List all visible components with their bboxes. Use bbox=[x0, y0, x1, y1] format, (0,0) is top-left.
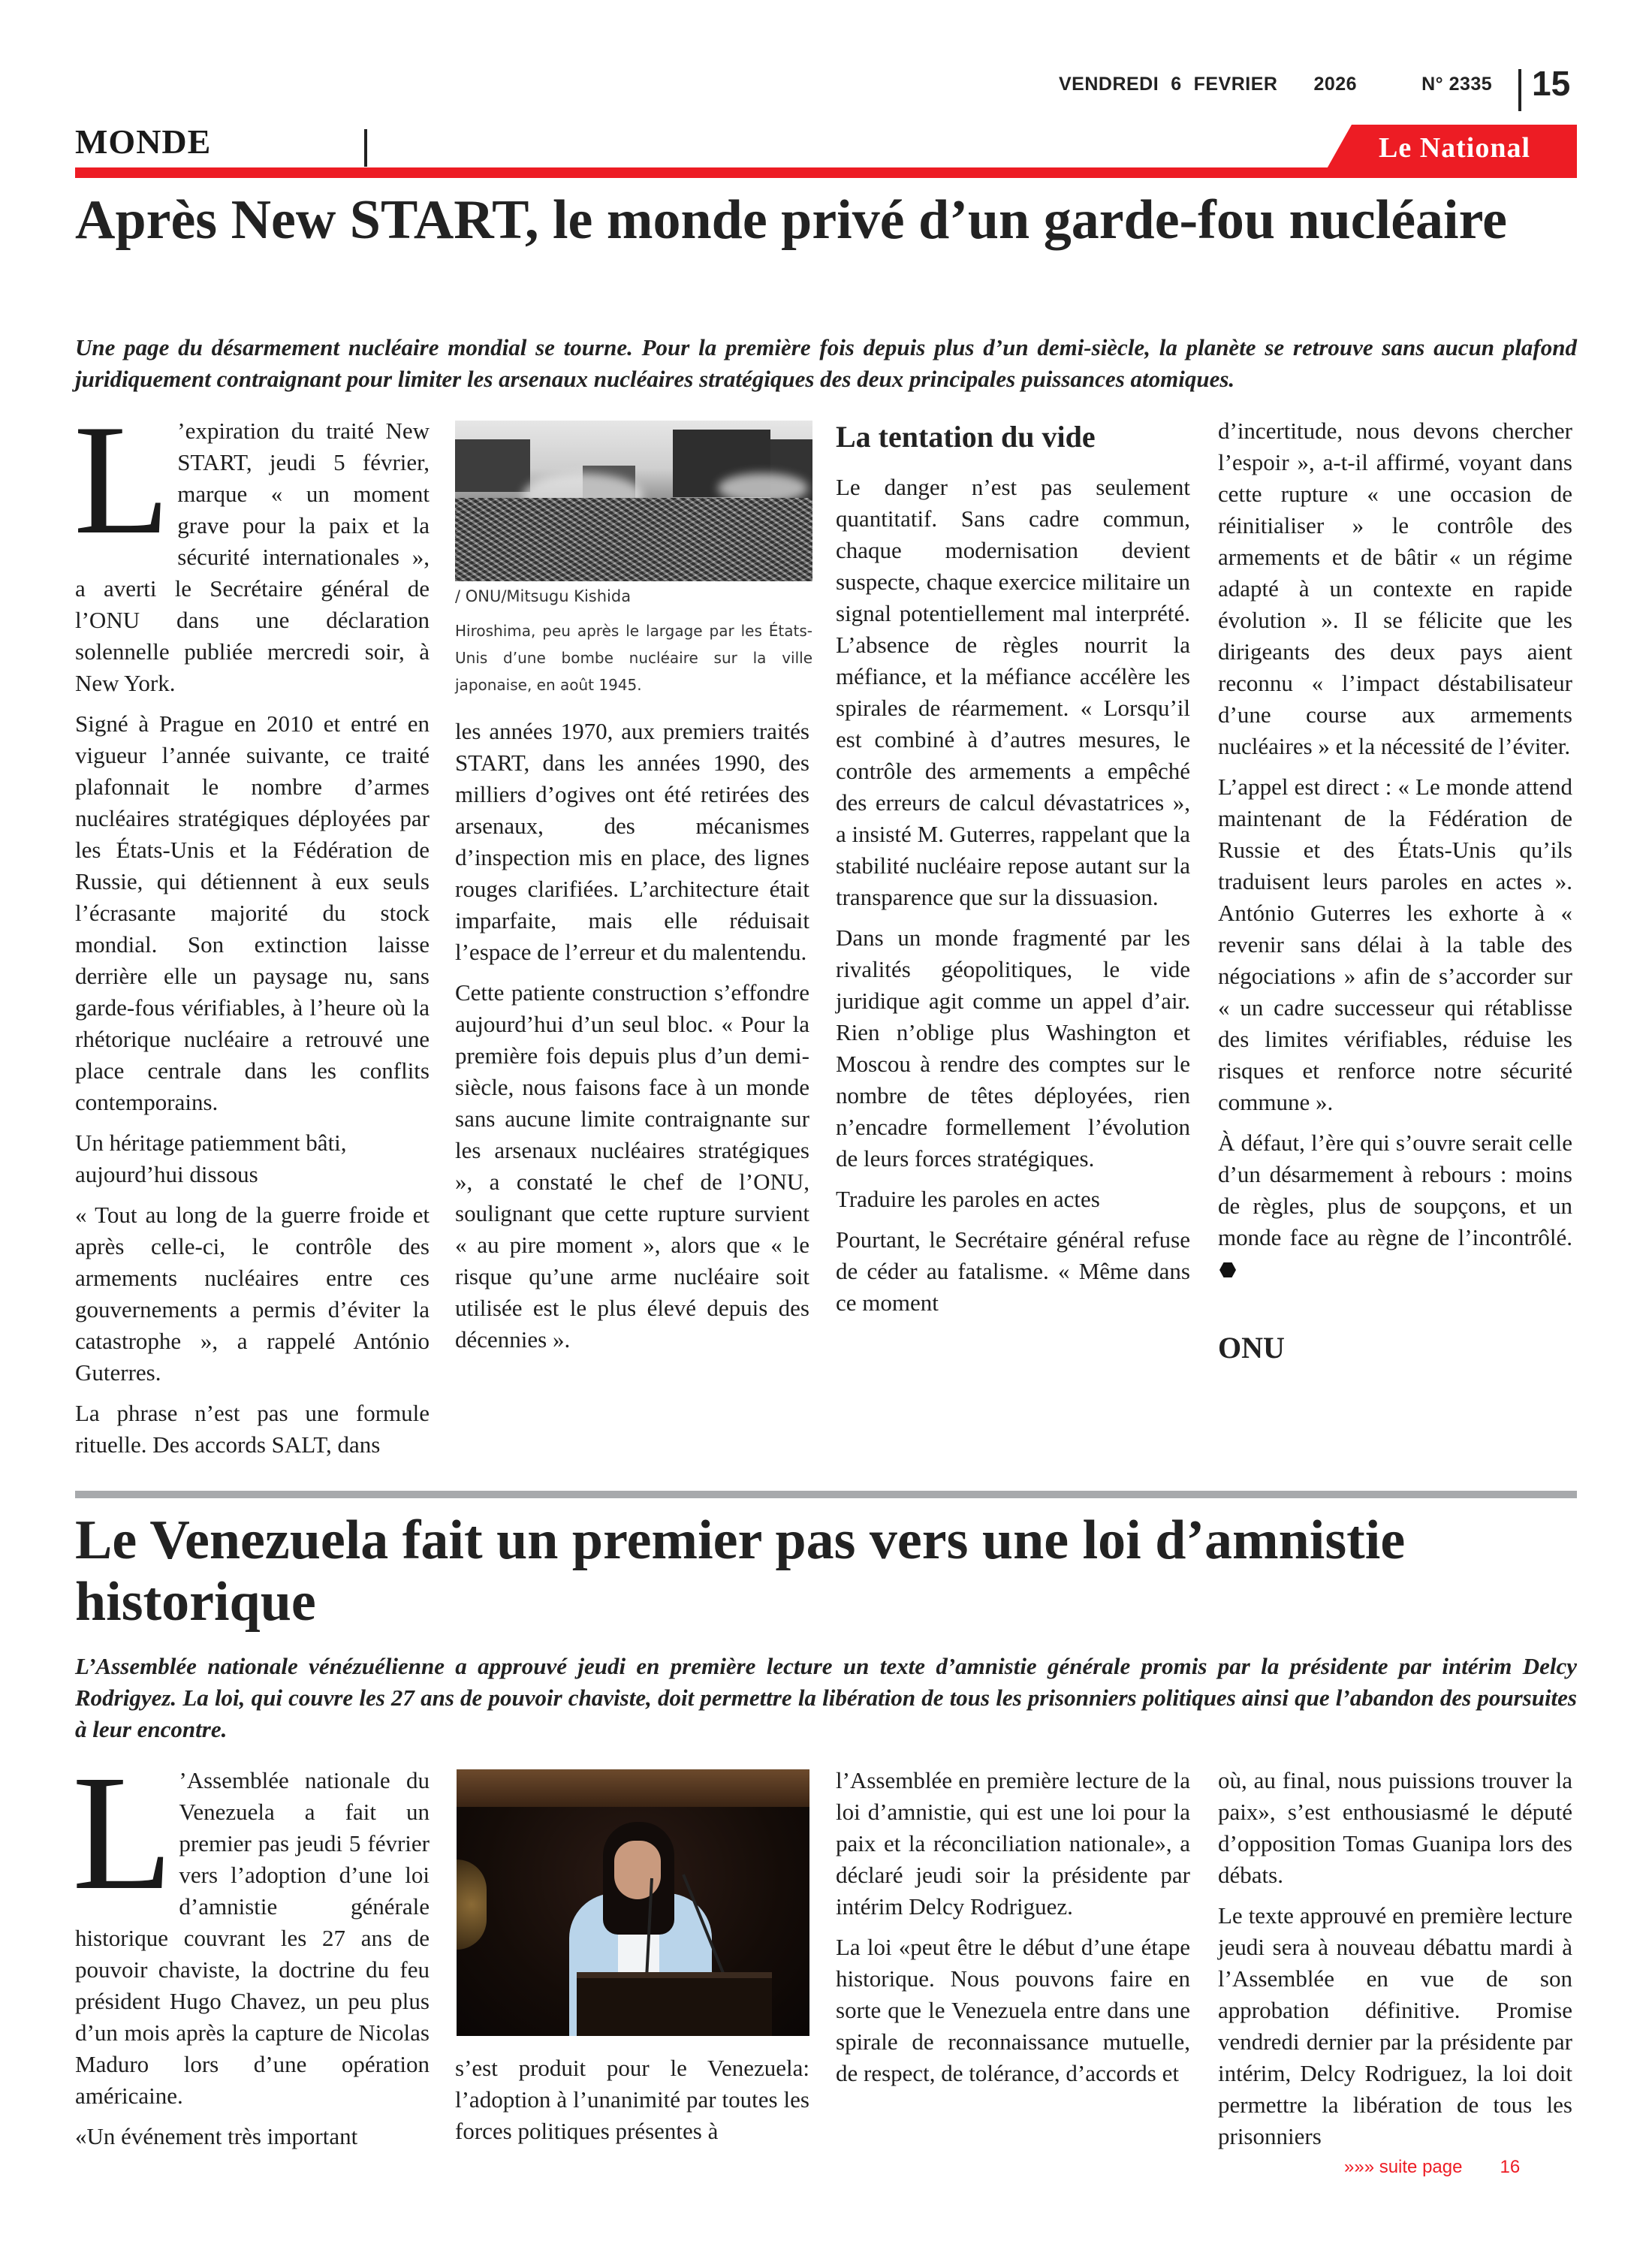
page-number-separator bbox=[1518, 69, 1521, 111]
article1-col1-p2: Signé à Prague en 2010 et entré en vigueur l’année suivante, ce traité plafonnait le nombre d’armes nucléaires stratégiques déployées par les États-Unis et la Fédération de Russie, qui détiennent à eux seuls l’écrasante majorité du stock mondial. Son extinction laisse derrière elle un paysage nu, sans garde-fous vérifiables, à l’heure où la rhétorique nucléaire a retrouvé une place centrale dans les conflits contemporains. bbox=[75, 710, 430, 1115]
article1-column-3 bbox=[836, 419, 1190, 1319]
photo-caption: Hiroshima, peu après le largage par les États-Unis d’une bombe nucléaire sur la ville japonaise, en août 1945. bbox=[455, 622, 812, 694]
article1-col4-p2: L’appel est direct : « Le monde attend maintenant de la Fédération de Russie et des États-Unis qu’ils traduisent leurs paroles en actes ». António Guterres les exhorte à « revenir sans délai à la table des négociations » afin de s’accorder sur « un cadre successeur qui rétablisse des limites vérifiables, réduise les risques et renforce notre sécurité commune ». bbox=[1218, 774, 1572, 1115]
article2-column-4 bbox=[1218, 1765, 1572, 2152]
continuation-page: 16 bbox=[1500, 2157, 1521, 2177]
photo-face bbox=[614, 1841, 661, 1899]
article1-column-1 bbox=[74, 393, 430, 1461]
article2-col1-p1: L ’Assemblée nationale du Venezuela a fait un premier pas jeudi 5 février vers l’adoption d’une loi d’amnistie générale historique couvrant les 27 ans de pouvoir chaviste, la doctrine du feu président Hugo Chavez, un peu plus d’un mois après la capture de Nicolas Maduro lors d’une opération américaine. bbox=[72, 1741, 430, 2109]
photo-podium bbox=[577, 1972, 772, 2036]
article2-col3-p1: l’Assemblée en première lecture de la loi d’amnistie, qui est une loi pour la paix et la réconciliation nationale», a déclaré jeudi soir la présidente par intérim Delcy Rodriguez. bbox=[836, 1767, 1190, 1920]
continuation-link[interactable] bbox=[1344, 2157, 1520, 2178]
article1-col4-p3: À défaut, l’ère qui s’ouvre serait celle d’un désarmement à rebours : moins de règles, plus de soupçons, et un monde face au règne de l’incontrôlé. bbox=[1218, 1127, 1572, 1285]
article1-signature: ONU bbox=[1218, 1331, 1285, 1365]
article1-col2-p1: les années 1970, aux premiers traités START, dans les années 1990, des milliers d’ogives ont été retirées des arsenaux, des mécanismes d’inspection mis en place, des lignes rouges clarifiées. L’architecture était imparfaite, mais elle réduisait l’espace de l’erreur et du malentendu. bbox=[455, 718, 809, 965]
continuation-label: »»» suite page bbox=[1344, 2157, 1463, 2177]
article1-subhead-vide: La tentation du vide bbox=[836, 420, 1096, 454]
article1-col3-p1: Le danger n’est pas seulement quantitatif. Sans cadre commun, chaque modernisation devient suspecte, chaque exercice militaire un signal potentiellement mal interprété. L’absence de règles nourrit la méfiance, et la méfiance accélère les spirales de réarmement. « Lorsqu’il est combiné à d’autres mesures, le contrôle des armements a empêché des erreurs de calcul dévastatrices », a insisté M. Guterres, rappelant que la stabilité nucléaire repose autant sur la transparence que sur la dissuasion. bbox=[836, 474, 1190, 910]
end-of-article-icon bbox=[1219, 1262, 1236, 1277]
article1-col3-p3: Pourtant, le Secrétaire général refuse de céder au fatalisme. « Même dans ce moment bbox=[836, 1226, 1190, 1316]
article1-column-4 bbox=[1218, 415, 1572, 1366]
issue-number: N° 2335 bbox=[1421, 74, 1493, 95]
article2-column-3 bbox=[836, 1765, 1190, 2089]
page-number: 15 bbox=[1532, 64, 1571, 103]
article1-column-2 bbox=[455, 716, 809, 1356]
article2-headline: Le Venezuela fait un premier pas vers une loi d’amnistie historique bbox=[75, 1510, 1406, 1633]
photo-wall-panel bbox=[457, 1769, 809, 1807]
article1-subhead-actes: Traduire les paroles en actes bbox=[836, 1186, 1100, 1212]
article2-col4-p2: Le texte approuvé en première lecture jeudi sera à nouveau débattu mardi à l’Assemblée en vue de son approbation définitive. Promise vendredi dernier par la présidente par intérim, Delcy Rodriguez, la loi doit permettre la libération de tous les prisonniers bbox=[1218, 1902, 1572, 2149]
photo-rubble bbox=[455, 498, 812, 581]
article1-standfirst: Une page du désarmement nucléaire mondial se tourne. Pour la première fois depuis plus d’un demi-siècle, la planète se retrouve sans aucun plafond juridiquement contraignant pour limiter les arsenaux nucléaires stratégiques des deux principales puissances atomiques. bbox=[75, 334, 1577, 392]
article-divider bbox=[75, 1491, 1577, 1498]
article2-column-1 bbox=[72, 1741, 430, 2152]
article2-col1-p2: «Un événement très important bbox=[75, 2123, 358, 2149]
article2-col3-p2: La loi «peut être le début d’une étape historique. Nous pouvons faire en sorte que le Venezuela entre dans une spirale de reconnaissance mutuelle, de respect, de tolérance, d’accords et bbox=[836, 1934, 1190, 2086]
issue-year: 2026 bbox=[1313, 74, 1358, 95]
photo-emblem bbox=[457, 1859, 487, 1950]
article1-col1-p1: L ’expiration du traité New START, jeudi 5 février, marque « un moment grave pour la paix et la sécurité internationales », a averti le Secrétaire général de l’ONU dans une déclaration solennelle publiée mercredi soir, à New York. bbox=[74, 393, 430, 696]
brand-logo: Le National bbox=[1379, 132, 1531, 164]
delcy-rodriguez-photo bbox=[457, 1769, 809, 2036]
photo-building bbox=[455, 439, 530, 492]
article1-col1-p3: « Tout au long de la guerre froide et après celle-ci, le contrôle des armements nucléaires entre ces gouvernements a permis d’éviter la catastrophe », a rappelé António Guterres. bbox=[75, 1202, 430, 1386]
hiroshima-photo bbox=[455, 421, 812, 581]
article1-col1-p4: La phrase n’est pas une formule rituelle. Des accords SALT, dans bbox=[75, 1400, 430, 1458]
issue-date: 6 bbox=[1171, 74, 1182, 95]
article2-col4-p1: où, au final, nous puissions trouver la paix», s’est enthousiasmé le député d’opposition Tomas Guanipa lors des débats. bbox=[1218, 1767, 1572, 1888]
dropcap: L bbox=[72, 1741, 173, 1924]
photo-credit: / ONU/Mitsugu Kishida bbox=[455, 587, 632, 605]
issue-meta bbox=[1059, 74, 1492, 95]
article1-headline: Après New START, le monde privé d’un garde-fou nucléaire bbox=[75, 189, 1507, 251]
issue-month: FEVRIER bbox=[1193, 74, 1278, 95]
article1-subhead-heritage: Un héritage patiemment bâti, aujourd’hui dissous bbox=[75, 1130, 347, 1187]
article2-col2-p1: s’est produit pour le Venezuela: l’adoption à l’unanimité par toutes les forces politiques présentes à bbox=[455, 2055, 809, 2144]
section-label: MONDE bbox=[75, 122, 212, 161]
section-separator bbox=[364, 129, 367, 167]
article1-col2-p2: Cette patiente construction s’effondre aujourd’hui d’un seul bloc. « Pour la première fois depuis plus d’un demi-siècle, nous faisons face à un monde sans aucune limite contraignante sur les arsenaux nucléaires stratégiques », a constaté le chef de l’ONU, soulignant que cette rupture survient « au pire moment », alors que « le risque qu’une arme nucléaire soit utilisée est le plus élevé depuis des décennies ». bbox=[455, 979, 809, 1353]
dropcap: L bbox=[74, 393, 170, 567]
article2-column-2 bbox=[455, 2052, 809, 2147]
article1-col4-p1: d’incertitude, nous devons chercher l’espoir », a-t-il affirmé, voyant dans cette rupture « une occasion de réinitialiser » le contrôle des armements et de bâtir « un régime adapté à un contexte en rapide évolution ». Il se félicite que les dirigeants des deux pays aient reconnu « l’impact déstabilisateur d’une course aux armements nucléaires » et la nécessité de l’éviter. bbox=[1218, 418, 1572, 759]
article2-standfirst: L’Assemblée nationale vénézuélienne a approuvé jeudi en première lecture un texte d’amnistie générale promis par la présidente par intérim Delcy Rodrigyez. La loi, qui couvre les 27 ans de pouvoir chaviste, doit permettre la libération de tous les prisonniers politiques ainsi que l’abandon des poursuites à leur encontre. bbox=[75, 1653, 1577, 1742]
article1-col3-p2: Dans un monde fragmenté par les rivalités géopolitiques, le vide juridique agit comme un appel d’air. Rien n’oblige plus Washington et Moscou à rendre des comptes sur le nombre de têtes déployées, rien n’encadre formellement l’évolution de leurs forces stratégiques. bbox=[836, 924, 1190, 1172]
issue-day: VENDREDI bbox=[1059, 74, 1159, 95]
